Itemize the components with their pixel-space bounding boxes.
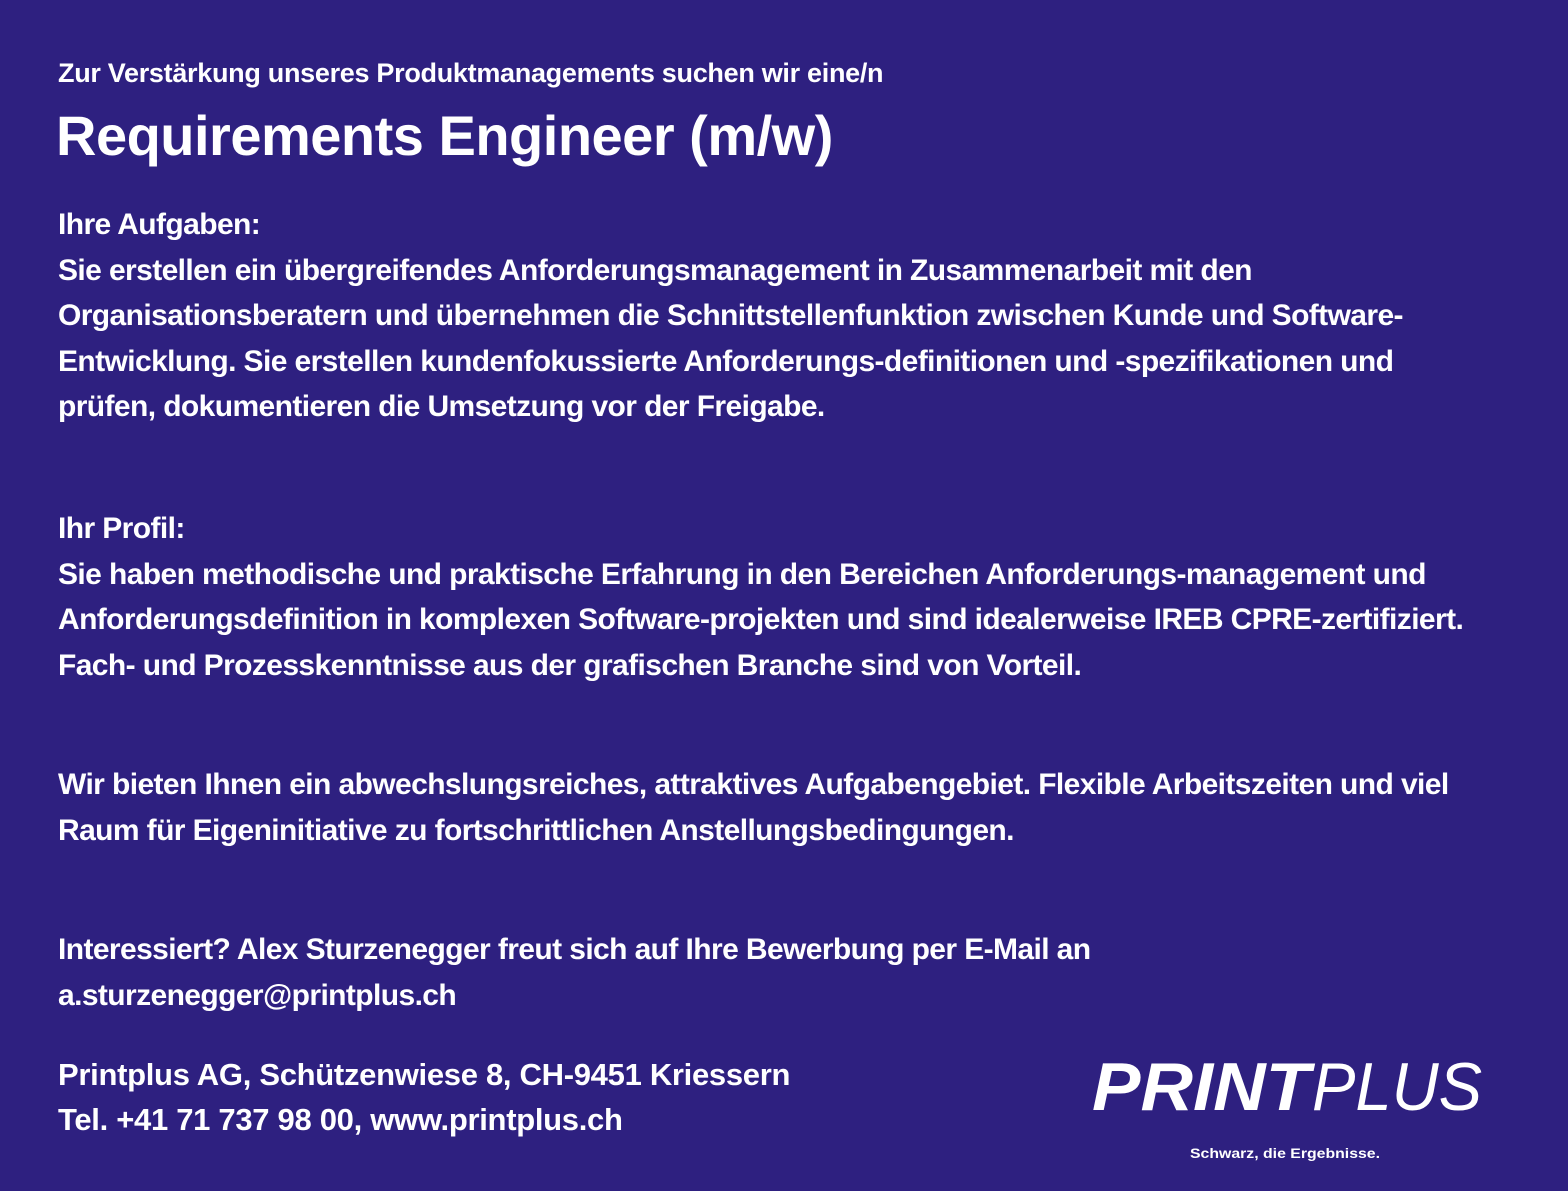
logo-name-bold: PRINT — [1092, 1049, 1316, 1125]
tasks-heading: Ihre Aufgaben: — [58, 208, 261, 241]
tasks-text: Sie erstellen ein übergreifendes Anforderungsmanagement in Zusammenarbeit mit den Organisationsberatern und übernehmen die Schnittstellenfunktion zwischen Kunde und Software-Entwicklung. Sie erstellen kundenfokussierte Anforderungs-definitionen und -spezifikationen und prüfen, dokumentieren die Umsetzung vor der Freigabe. — [58, 253, 1403, 423]
job-title: Requirements Engineer (m/w) — [56, 104, 833, 167]
profile-heading: Ihr Profil: — [58, 512, 185, 545]
profile-section — [58, 506, 1498, 688]
company-info — [58, 1052, 790, 1142]
logo-tagline: Schwarz, die Ergebnisse. — [1190, 1145, 1380, 1161]
printplus-logo — [1090, 1048, 1490, 1168]
company-address: Printplus AG, Schützenwiese 8, CH-9451 Kriessern — [58, 1057, 791, 1092]
intro-line: Zur Verstärkung unseres Produktmanagements suchen wir eine/n — [58, 58, 884, 88]
logo-name-light: PLUS — [1312, 1049, 1482, 1125]
offer-section — [58, 762, 1498, 853]
tasks-section — [58, 202, 1498, 430]
company-phone-web: Tel. +41 71 737 98 00, www.printplus.ch — [58, 1102, 623, 1137]
contact-section — [58, 927, 1498, 1018]
offer-text: Wir bieten Ihnen ein abwechslungsreiches, attraktives Aufgabengebiet. Flexible Arbeitszeiten und viel Raum für Eigeninitiative zu fortschrittlichen Anstellungsbedingungen. — [58, 768, 1449, 847]
contact-email: a.sturzenegger@printplus.ch — [58, 978, 457, 1012]
contact-text: Interessiert? Alex Sturzenegger freut sich auf Ihre Bewerbung per E-Mail an — [58, 933, 1091, 966]
profile-text: Sie haben methodische und praktische Erfahrung in den Bereichen Anforderungs-management und Anforderungsdefinition in komplexen Software-projekten und sind idealerweise IREB CPRE-zertifiziert. Fach- und Prozesskenntnisse aus der grafischen Branche sind von Vorteil. — [58, 557, 1464, 682]
